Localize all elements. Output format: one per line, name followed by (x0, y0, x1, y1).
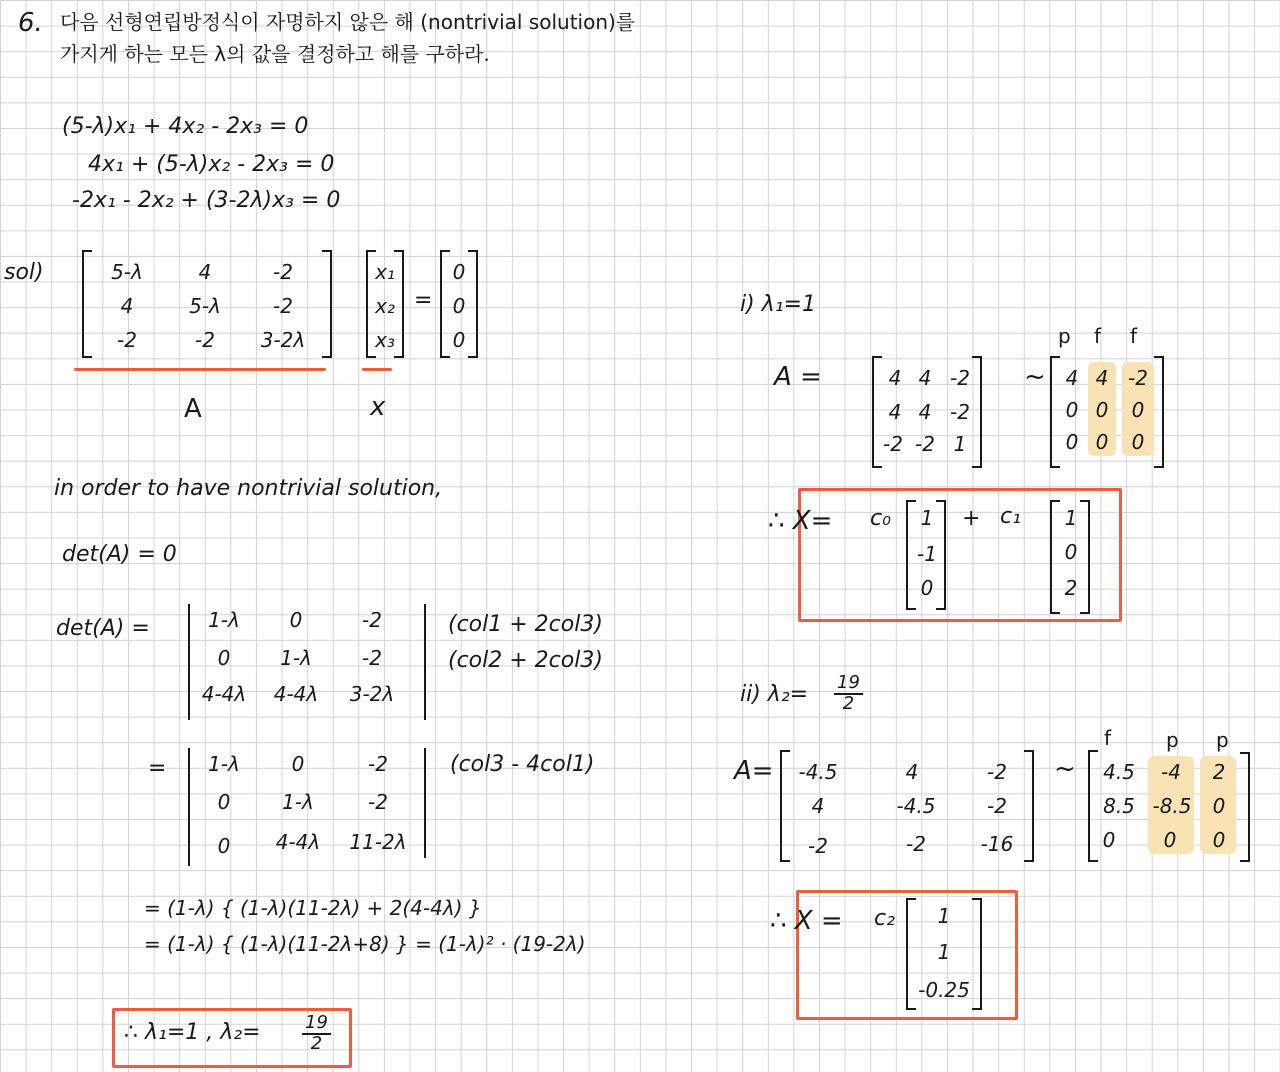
det-cell: -2 (362, 608, 382, 632)
case1-pf-label: f (1094, 324, 1102, 348)
matrix-cell: -2 (987, 760, 1007, 784)
case2-title: ii) λ₂= (740, 682, 809, 707)
condition-text: in order to have nontrivial solution, (54, 476, 443, 501)
matrix-cell: -2 (883, 432, 903, 456)
det2-op: (col3 - 4col1) (450, 752, 595, 777)
det-cell: -2 (362, 646, 382, 670)
det1-op-2: (col2 + 2col3) (448, 648, 603, 673)
matrix-cell: -2 (1128, 366, 1148, 390)
vector-cell: -1 (917, 542, 937, 566)
matrix-cell: 0 (1131, 430, 1145, 454)
det-cell: 0 (217, 834, 231, 858)
problem-number: 6. (18, 8, 43, 38)
vector-cell: 1 (920, 506, 934, 530)
matrix-cell: 4 (918, 400, 932, 424)
label-x: x (370, 392, 386, 422)
matrix-cell: 4 (1065, 366, 1079, 390)
det2-equals: = (148, 756, 167, 781)
matrix-cell: 2 (1212, 760, 1226, 784)
vector-cell: 1 (1064, 506, 1078, 530)
expansion-line-1: = (1-λ) { (1-λ)(11-2λ) + 2(4-4λ) } (144, 896, 482, 920)
expansion-line-2: = (1-λ) { (1-λ)(11-2λ+8) } = (1-λ)² · (19-2λ) (144, 932, 586, 956)
det-cell: 1-λ (208, 608, 240, 632)
matrix-cell: 4 (811, 794, 825, 818)
case2-solution-prefix: ∴ X = (770, 906, 843, 936)
matrix-cell: 4 (918, 366, 932, 390)
fraction-denominator: 2 (842, 692, 855, 714)
det-cell: 0 (217, 790, 231, 814)
matrix-cell: 0 (1212, 828, 1226, 852)
case1-title: i) λ₁=1 (740, 292, 816, 317)
vector-cell: x₂ (375, 294, 395, 318)
case2-pf-label: f (1104, 726, 1112, 750)
matrix-cell: 0 (1095, 430, 1109, 454)
matrix-cell: 4.5 (1103, 760, 1135, 784)
det-cell: 1-λ (282, 790, 314, 814)
vector-cell: x₃ (375, 328, 395, 352)
det-cell: -2 (368, 752, 388, 776)
equation-3: -2x₁ - 2x₂ + (3-2λ)x₃ = 0 (72, 188, 341, 213)
matrix-cell: 4 (905, 760, 919, 784)
vector-cell: -0.25 (918, 978, 970, 1002)
matrix-cell: 8.5 (1103, 794, 1135, 818)
case1-pf-label: p (1058, 324, 1071, 348)
matrix-cell: 5-λ (111, 260, 143, 284)
det-cell: 3-2λ (349, 682, 395, 706)
vector-cell: 1 (937, 904, 951, 928)
case2-coef-c2: c₂ (874, 906, 895, 931)
case2-fraction (834, 674, 863, 714)
matrix-cell: -4 (1161, 760, 1181, 784)
matrix-cell: 0 (1163, 828, 1177, 852)
matrix-cell: -2 (273, 294, 293, 318)
matrix-cell: -4.5 (896, 794, 936, 818)
problem-line-2: 가지게 하는 모든 λ의 값을 결정하고 해를 구하라. (60, 42, 490, 66)
det-cell: 4-4λ (201, 682, 247, 706)
vector-cell: 0 (452, 328, 466, 352)
det1-lhs: det(A) = (56, 616, 150, 641)
underline-x (362, 368, 392, 371)
det-cell: 0 (217, 646, 231, 670)
label-A: A (184, 394, 202, 424)
matrix-cell: 0 (1131, 398, 1145, 422)
matrix-cell: -8.5 (1152, 794, 1192, 818)
case1-coef-c1: c₁ (1000, 504, 1021, 529)
case2-pf-label: p (1216, 728, 1229, 752)
case1-tilde: ~ (1024, 362, 1046, 392)
det-cell: 1-λ (208, 752, 240, 776)
det-cell: 1-λ (280, 646, 312, 670)
fraction-numerator: 19 (302, 1014, 331, 1035)
matrix-cell: -2 (950, 366, 970, 390)
det-cell: 0 (289, 608, 303, 632)
matrix-cell: 0 (1102, 828, 1116, 852)
problem-line-1: 다음 선형연립방정식이 자명하지 않은 해 (nontrivial solution)를 (60, 10, 636, 34)
case1-pf-label: f (1130, 324, 1138, 348)
det-cell: 0 (291, 752, 305, 776)
matrix-cell: -2 (915, 432, 935, 456)
underline-A (74, 368, 326, 371)
matrix-cell: 4 (198, 260, 212, 284)
vector-cell: 2 (1064, 576, 1078, 600)
matrix-cell: 0 (1212, 794, 1226, 818)
equation-2: 4x₁ + (5-λ)x₂ - 2x₃ = 0 (88, 152, 335, 177)
case1-coef-c0: c₀ (870, 506, 891, 531)
vector-cell: x₁ (375, 260, 395, 284)
matrix-cell: 4 (120, 294, 134, 318)
case1-solution-prefix: ∴ X= (768, 506, 833, 536)
matrix-cell: 0 (1095, 398, 1109, 422)
case2-A-label: A= (734, 756, 774, 786)
conclusion-text: ∴ λ₁=1 , λ₂= (124, 1020, 261, 1045)
matrix-cell: -2 (808, 834, 828, 858)
vector-cell: 1 (937, 940, 951, 964)
case1-plus: + (962, 506, 981, 531)
matrix-cell: 1 (953, 432, 967, 456)
vector-cell: 0 (452, 294, 466, 318)
case2-tilde: ~ (1054, 754, 1076, 784)
matrix-cell: 0 (1065, 430, 1079, 454)
conclusion-fraction (302, 1014, 331, 1054)
matrix-cell: -2 (906, 832, 926, 856)
equation-1: (5-λ)x₁ + 4x₂ - 2x₃ = 0 (62, 114, 309, 139)
fraction-denominator: 2 (310, 1032, 323, 1054)
det-cell: 4-4λ (273, 682, 319, 706)
system-equals: = (414, 288, 433, 313)
matrix-cell: 4 (888, 366, 902, 390)
case2-pf-label: p (1166, 728, 1179, 752)
det-equation: det(A) = 0 (62, 542, 177, 567)
det-cell: -2 (368, 790, 388, 814)
vector-cell: 0 (452, 260, 466, 284)
matrix-cell: -2 (987, 794, 1007, 818)
sol-label: sol) (4, 260, 44, 285)
vector-cell: 0 (920, 576, 934, 600)
matrix-cell: -2 (117, 328, 137, 352)
fraction-numerator: 19 (834, 674, 863, 695)
matrix-cell: 4 (1095, 366, 1109, 390)
matrix-cell: -2 (950, 400, 970, 424)
det1-op-1: (col1 + 2col3) (448, 612, 603, 637)
det-cell: 11-2λ (349, 830, 407, 854)
matrix-cell: -2 (195, 328, 215, 352)
matrix-cell: -4.5 (798, 760, 838, 784)
matrix-cell: 0 (1065, 398, 1079, 422)
det-cell: 4-4λ (275, 830, 321, 854)
vector-cell: 0 (1064, 540, 1078, 564)
case1-A-label: A = (774, 362, 822, 392)
matrix-cell: 4 (888, 400, 902, 424)
matrix-cell: -2 (273, 260, 293, 284)
matrix-cell: -16 (980, 832, 1014, 856)
matrix-cell: 3-2λ (260, 328, 306, 352)
matrix-cell: 5-λ (189, 294, 221, 318)
